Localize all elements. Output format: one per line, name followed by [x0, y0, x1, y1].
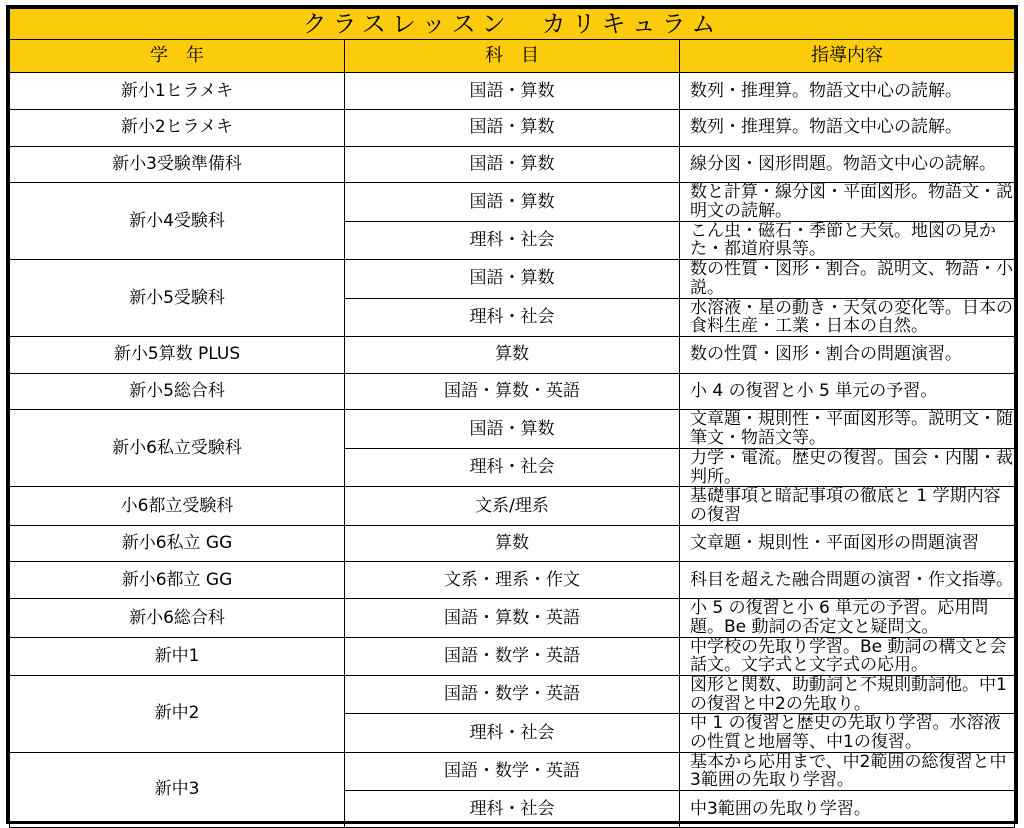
content-cell: 数の性質・図形・割合の問題演習。 — [680, 336, 1015, 373]
table-row — [10, 373, 1015, 410]
table-row — [10, 562, 1015, 599]
content-cell: 基本から応用まで、中2範囲の総復習と中3範囲の先取り学習。 — [680, 752, 1015, 790]
grade-cell: 新中1 — [10, 637, 345, 675]
table-row — [10, 487, 1015, 525]
subject-cell: 国語・算数 — [345, 146, 680, 183]
table-row — [10, 410, 1015, 448]
table-row — [10, 336, 1015, 373]
grade-cell: 新中3 — [10, 752, 345, 827]
grade-cell: 新小5総合科 — [10, 373, 345, 410]
table-title: クラスレッスン カリキュラム — [10, 9, 1015, 40]
grade-cell: 新小6私立受験科 — [10, 410, 345, 487]
subject-cell: 理科・社会 — [345, 221, 680, 259]
grade-cell: 小6都立受験科 — [10, 487, 345, 525]
grade-cell: 新小2ヒラメキ — [10, 109, 345, 146]
content-cell: 数列・推理算。物語文中心の読解。 — [680, 73, 1015, 110]
table-row — [10, 752, 1015, 790]
content-cell: こん虫・磁石・季節と天気。地図の見かた・都道府県等。 — [680, 221, 1015, 259]
table-row — [10, 675, 1015, 713]
grade-cell: 新小3受験準備科 — [10, 146, 345, 183]
content-cell: 中学校の先取り学習。Be 動詞の構文と会話文。文字式と文字式の応用。 — [680, 637, 1015, 675]
subject-cell: 理科・社会 — [345, 791, 680, 828]
subject-cell: 国語・算数 — [345, 183, 680, 221]
subject-cell: 国語・数学・英語 — [345, 637, 680, 675]
curriculum-table — [9, 8, 1015, 828]
grade-cell: 新小6都立 GG — [10, 562, 345, 599]
subject-cell: 国語・算数・英語 — [345, 373, 680, 410]
subject-cell: 文系/理系 — [345, 487, 680, 525]
table-row — [10, 599, 1015, 637]
table-row — [10, 260, 1015, 298]
table-row — [10, 109, 1015, 146]
subject-cell: 国語・数学・英語 — [345, 675, 680, 713]
grade-cell: 新小6私立 GG — [10, 525, 345, 562]
subject-cell: 理科・社会 — [345, 714, 680, 752]
subject-cell: 国語・算数 — [345, 109, 680, 146]
content-cell: 中3範囲の先取り学習。 — [680, 791, 1015, 828]
content-cell: 基礎事項と暗記事項の徹底と 1 学期内容の復習 — [680, 487, 1015, 525]
table-row — [10, 183, 1015, 221]
content-cell: 力学・電流。歴史の復習。国会・内閣・裁判所。 — [680, 448, 1015, 486]
subject-cell: 国語・数学・英語 — [345, 752, 680, 790]
content-cell: 水溶液・星の動き・天気の変化等。日本の食料生産・工業・日本の自然。 — [680, 298, 1015, 336]
curriculum-table-frame — [6, 5, 1018, 824]
content-cell: 数と計算・線分図・平面図形。物語文・説明文の読解。 — [680, 183, 1015, 221]
subject-cell: 算数 — [345, 336, 680, 373]
subject-cell: 文系・理系・作文 — [345, 562, 680, 599]
grade-cell: 新小6総合科 — [10, 599, 345, 637]
grade-cell: 新小4受験科 — [10, 183, 345, 260]
grade-cell: 新小5算数 PLUS — [10, 336, 345, 373]
content-cell: 中 1 の復習と歴史の先取り学習。水溶液の性質と地層等、中1の復習。 — [680, 714, 1015, 752]
grade-cell: 新中2 — [10, 675, 345, 752]
content-cell: 文章題・規則性・平面図形の問題演習 — [680, 525, 1015, 562]
content-cell: 数列・推理算。物語文中心の読解。 — [680, 109, 1015, 146]
content-cell: 小 4 の復習と小 5 単元の予習。 — [680, 373, 1015, 410]
content-cell: 小 5 の復習と小 6 単元の予習。応用問題。Be 動詞の否定文と疑問文。 — [680, 599, 1015, 637]
subject-cell: 国語・算数 — [345, 410, 680, 448]
table-row — [10, 146, 1015, 183]
content-cell: 科目を超えた融合問題の演習・作文指導。 — [680, 562, 1015, 599]
table-row — [10, 525, 1015, 562]
header-subject: 科 目 — [345, 40, 680, 73]
header-row — [10, 40, 1015, 73]
header-grade: 学 年 — [10, 40, 345, 73]
title-row — [10, 9, 1015, 40]
content-cell: 線分図・図形問題。物語文中心の読解。 — [680, 146, 1015, 183]
table-row — [10, 73, 1015, 110]
content-cell: 文章題・規則性・平面図形等。説明文・随筆文・物語文等。 — [680, 410, 1015, 448]
subject-cell: 国語・算数 — [345, 73, 680, 110]
subject-cell: 理科・社会 — [345, 448, 680, 486]
grade-cell: 新小1ヒラメキ — [10, 73, 345, 110]
content-cell: 数の性質・図形・割合。説明文、物語・小説。 — [680, 260, 1015, 298]
grade-cell: 新小5受験科 — [10, 260, 345, 337]
subject-cell: 算数 — [345, 525, 680, 562]
subject-cell: 国語・算数・英語 — [345, 599, 680, 637]
subject-cell: 国語・算数 — [345, 260, 680, 298]
subject-cell: 理科・社会 — [345, 298, 680, 336]
header-content: 指導内容 — [680, 40, 1015, 73]
table-row — [10, 637, 1015, 675]
content-cell: 図形と関数、助動詞と不規則動詞他。中1の復習と中2の先取り。 — [680, 675, 1015, 713]
